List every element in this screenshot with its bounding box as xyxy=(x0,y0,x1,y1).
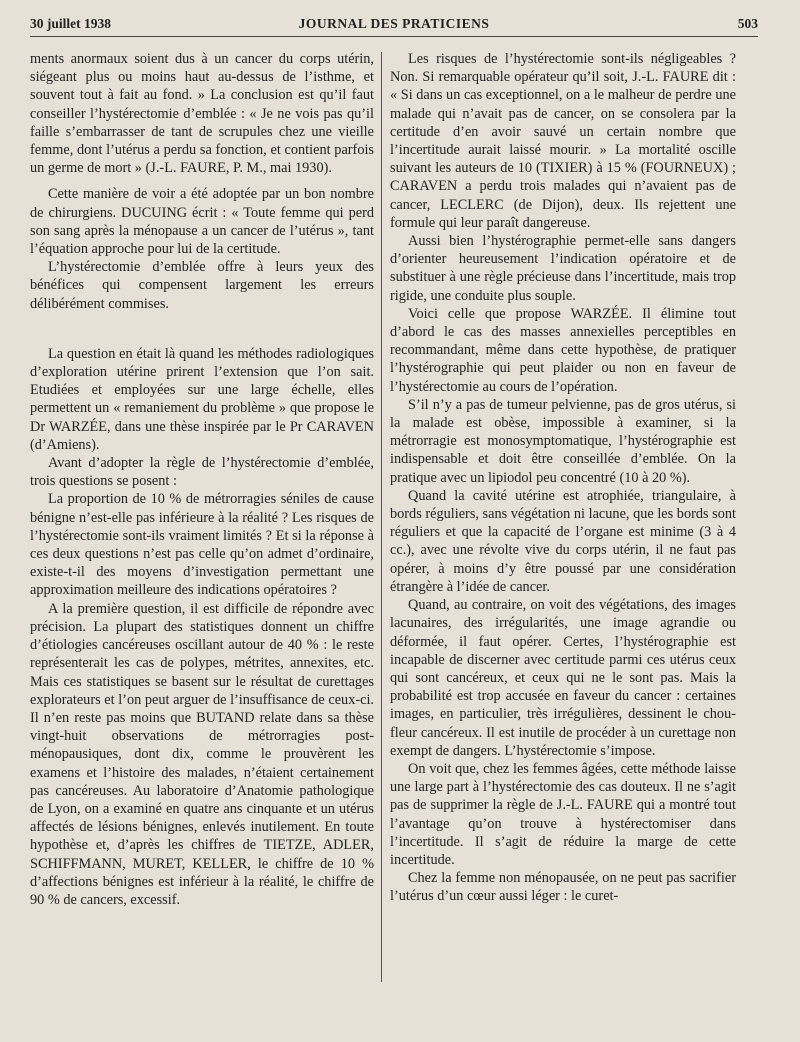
paragraph: Chez la femme non ménopausée, on ne peut pas sacrifier l’utérus d’un cœur aussi léger : le curet- xyxy=(390,870,736,905)
right-column xyxy=(390,50,736,1032)
issue-date: 30 juillet 1938 xyxy=(30,16,111,31)
paragraph: La question en était là quand les méthodes radiologiques d’exploration utérine prirent l’extension que l’on sait. Etudiées et employées sur une large échelle, elles permettent un « remaniement du problème » que propose le Dr WARZÉE, dans une thèse inspirée par le Pr CARAVEN (d’Amiens). xyxy=(30,345,374,453)
page-number: 503 xyxy=(737,16,758,31)
column-divider xyxy=(381,52,382,982)
paragraph: A la première question, il est difficile de répondre avec précision. La plupart des statistiques donnent un chiffre d’étiologies cancéreuses oscillant autour de 40 % : le reste représenterait les cas de polypes, métrites, annexites, etc. Mais ces statistiques se basent sur le résultat de curettages explorateurs et l’on peut arguer de l’insuffisance de ceux-ci. Il n’en reste pas moins que BUTAND relate dans sa thèse vingt-huit observations de métrorragies post-ménopausiques, dont dix, comme le prouvèrent les examens et l’histoire des malades, n’étaient certainement pas cancéreuses. Au laboratoire d’Anatomie pathologique de Lyon, on a examiné en quatre ans cinquante et un utérus affectés de lésions bénignes, enlevés inutilement. En toute hypothèse et, d’après les chiffres de TIETZE, ADLER, SCHIFFMANN, MURET, KELLER, le chiffre de 10 % d’affections bénignes est inférieur à la réalité, le chiffre de 90 % de cancers, excessif. xyxy=(30,600,374,908)
paragraph: ments anormaux soient dus à un cancer du corps utérin, siégeant plus ou moins haut au-dessus de l’isthme, et souvent tout à fait au fond. » La conclusion est qu’il faut conseiller l’hystérectomie d’emblée : « Je ne vois pas qu’il faille s’embarrasser de tant de scrupules chez une vieille femme, dont l’utérus a perdu sa fonction, et contient parfois un germe de mort » (J.-L. FAURE, P. M., mai 1930). xyxy=(30,51,374,177)
paragraph: L’hystérectomie d’emblée offre à leurs yeux des bénéfices qui compensent largement les erreurs délibérément commises. xyxy=(30,259,374,312)
paragraph: La proportion de 10 % de métrorragies séniles de cause bénigne n’est-elle pas inférieure à la réalité ? Les risques de l’hystérectomie sont-ils vraiment limités ? Et si la réponse à ces deux questions n’est pas celle qu’on admet d’ordinaire, existe-t-il des moyens d’investigation permettant une approximation meilleure des indications opératoires ? xyxy=(30,491,374,599)
paragraph: Voici celle que propose WARZÉE. Il élimine tout d’abord le cas des masses annexielles perceptibles en recommandant, même dans cette hypothèse, de pratiquer l’hystérographie qui peut plaider ou non en faveur de l’hystérectomie au cours de l’opération. xyxy=(390,305,736,395)
paragraph: Cette manière de voir a été adoptée par un bon nombre de chirurgiens. DUCUING écrit : « Toute femme qui perd son sang après la ménopause a un cancer de l’utérus », tant l’équation approche pour lui de la certitude. xyxy=(30,186,374,258)
page-header xyxy=(30,14,758,37)
paragraph: Les risques de l’hystérectomie sont-ils négligeables ? Non. Si remarquable opérateur qu’il soit, J.-L. FAURE dit : « Si dans un cas exceptionnel, on a le malheur de perdre une malade qui n’avait pas de cancer, on se consolera par la certitude d’en avoir sauvé un certain nombre que l’incertitude aurait laissé mourir. » La mortalité oscille suivant les auteurs de 10 (TIXIER) à 15 % (FOURNEUX) ; CARAVEN a perdu trois malades qui n’avaient pas de cancer, LECLERC (de Dijon), deux. Ils rejettent une formule qui leur paraît dangereuse. xyxy=(390,51,736,231)
paragraph: On voit que, chez les femmes âgées, cette méthode laisse une large part à l’hystérectomie des cas douteux. Il ne s’agit pas de supprimer la règle de J.-L. FAURE qui a montré tout l’avantage qu’on trouve à hystérectomiser dans l’incertitude. Il s’agit de réduire la marge de cette incertitude. xyxy=(390,760,736,868)
paragraph: S’il n’y a pas de tumeur pelvienne, pas de gros utérus, si la malade est obèse, impossible à examiner, si la métrorragie est monosymptomatique, l’hystérographie est indispensable et doit être conseillée d’emblée. On la pratique avec un lipiodol peu concentré (10 à 20 %). xyxy=(390,396,736,486)
journal-title: JOURNAL DES PRATICIENS xyxy=(298,16,490,31)
paragraph: Avant d’adopter la règle de l’hystérectomie d’emblée, trois questions se posent : xyxy=(30,455,374,490)
left-column xyxy=(30,50,374,1032)
paragraph: Quand la cavité utérine est atrophiée, triangulaire, à bords réguliers, sans végétation ni lacune, que les bords sont réguliers et que la capacité de l’organe est minime (3 à 4 cc.), avec une révolte vive du corps utérin, il ne faut pas opérer, à moins d’y être poussé par une considération étrangère à l’idée de cancer. xyxy=(390,487,736,595)
paragraph: Aussi bien l’hystérographie permet-elle sans dangers d’orienter heureusement l’indication opératoire et de substituer à une règle précieuse dans l’incertitude, mais trop rigide, une conduite plus souple. xyxy=(390,233,736,304)
paragraph: Quand, au contraire, on voit des végétations, des images lacunaires, des irrégularités, une image agrandie ou déformée, il faut opérer. Certes, l’hystérographie est incapable de discerner avec certitude parmi ces utérus ceux qui sont cancéreux, et ceux qui ne le sont pas. Mais la probabilité est trop accusée en faveur du cancer : certaines images, en particulier, très irrégulières, dessinent le chou-fleur cancéreux. Il est inutile de procéder à un curettage non exempt de dangers. L’hystérectomie s’impose. xyxy=(390,597,736,759)
